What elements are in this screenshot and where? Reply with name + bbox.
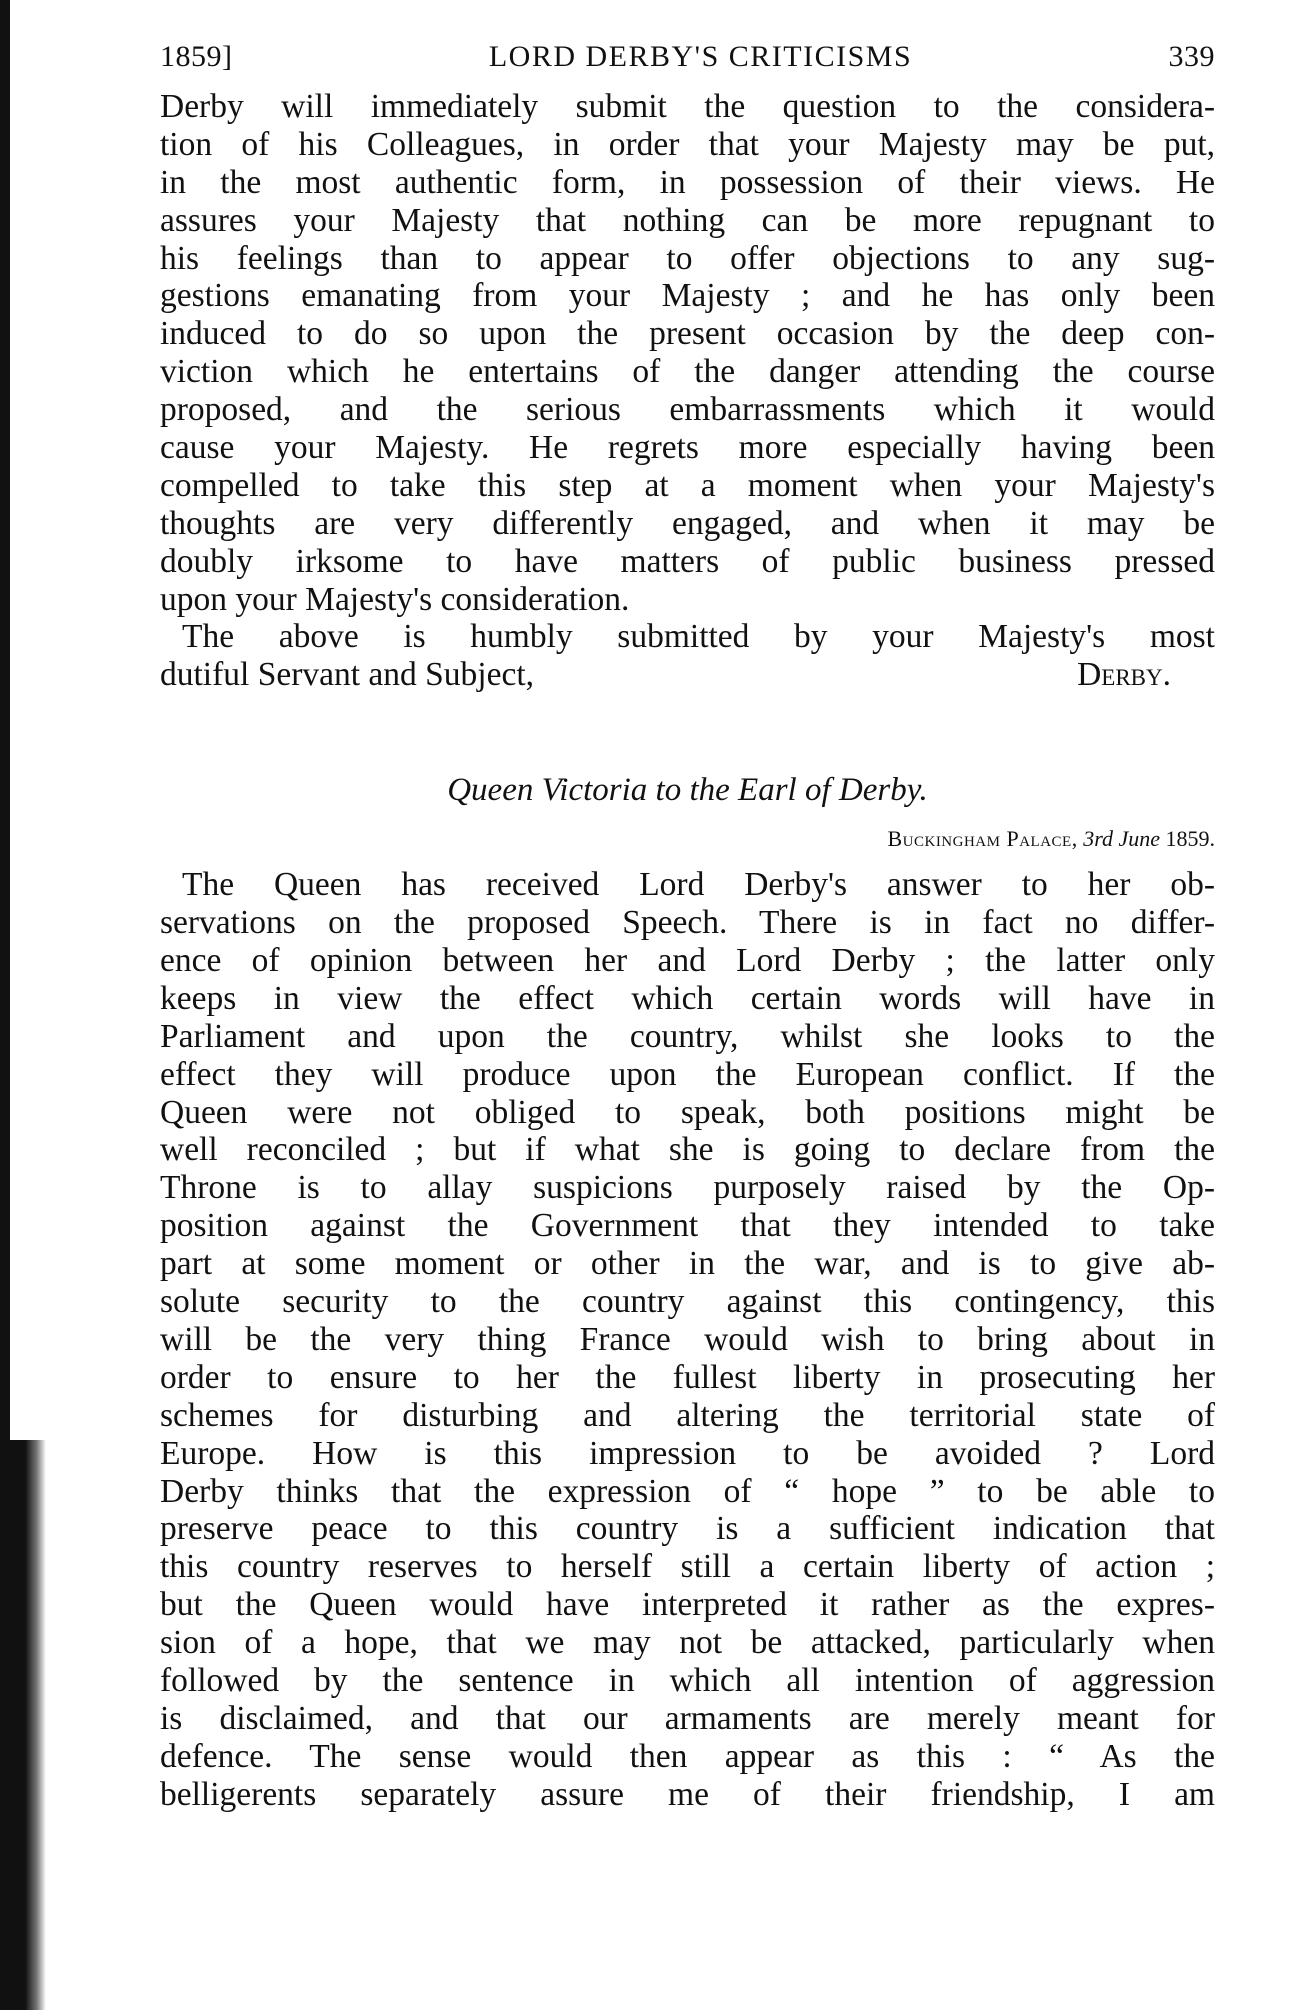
text-line: Throne is to allay suspicions purposely raised by the Op- <box>160 1169 1215 1207</box>
text-line: in the most authentic form, in possession of their views. He <box>160 163 1215 201</box>
closing-line: The above is humbly submitted by your Majesty's most <box>182 618 1215 656</box>
text-line: is disclaimed, and that our armaments are merely meant for <box>160 1699 1215 1737</box>
text-line: compelled to take this step at a moment when your Majesty's <box>160 466 1215 504</box>
text-line: Derby will immediately submit the question to the considera- <box>160 88 1215 125</box>
signature: Derby. <box>1077 656 1171 694</box>
text-line: cause your Majesty. He regrets more especially having been <box>160 429 1215 467</box>
signature-line <box>160 656 1215 694</box>
text-line: preserve peace to this country is a sufficient indication that <box>160 1510 1215 1548</box>
letter-heading: Queen Victoria to the Earl of Derby. <box>447 772 928 809</box>
text-line: position against the Government that they intended to take <box>160 1207 1215 1245</box>
text-line: keeps in view the effect which certain words will have in <box>160 979 1215 1017</box>
text-line: Derby thinks that the expression of “ hope ” to be able to <box>160 1472 1215 1510</box>
page-number: 339 <box>1168 40 1215 73</box>
dateline-place: Buckingham Palace, <box>887 826 1078 852</box>
text-line: well reconciled ; but if what she is going to declare from the <box>160 1131 1215 1169</box>
text-line: solute security to the country against this contingency, this <box>160 1283 1215 1321</box>
text-line: induced to do so upon the present occasion by the deep con- <box>160 315 1215 353</box>
text-line: Parliament and upon the country, whilst she looks to the <box>160 1017 1215 1055</box>
text-line: followed by the sentence in which all intention of aggression <box>160 1661 1215 1699</box>
text-line: sion of a hope, that we may not be attacked, particularly when <box>160 1624 1215 1662</box>
text-line: but the Queen would have interpreted it rather as the expres- <box>160 1586 1215 1624</box>
header-year: 1859] <box>160 40 233 73</box>
text-line: part at some moment or other in the war, and is to give ab- <box>160 1245 1215 1283</box>
book-gutter-shadow <box>0 1440 46 2010</box>
text-line: thoughts are very differently engaged, and when it may be <box>160 504 1215 542</box>
text-line: doubly irksome to have matters of public business pressed <box>160 542 1215 580</box>
book-page <box>160 40 1215 1814</box>
text-line: assures your Majesty that nothing can be more repugnant to <box>160 201 1215 239</box>
text-line: his feelings than to appear to offer objections to any sug- <box>160 239 1215 277</box>
letter-queen-body <box>160 866 1215 1813</box>
text-line: upon your Majesty's consideration. <box>160 580 630 618</box>
text-line: belligerents separately assure me of their friendship, I am <box>160 1775 1215 1813</box>
text-line: Queen were not obliged to speak, both positions might be <box>160 1093 1215 1131</box>
text-line: this country reserves to herself still a certain liberty of action ; <box>160 1548 1215 1586</box>
running-header <box>160 40 1215 78</box>
text-line: The Queen has received Lord Derby's answer to her ob- <box>182 866 1215 904</box>
dateline <box>160 826 1215 864</box>
dateline-year: 1859. <box>1165 826 1215 852</box>
text-line: defence. The sense would then appear as this : “ As the <box>160 1737 1215 1775</box>
text-line: ence of opinion between her and Lord Derby ; the latter only <box>160 942 1215 980</box>
text-line: Europe. How is this impression to be avoided ? Lord <box>160 1434 1215 1472</box>
letter-derby-body <box>160 88 1215 618</box>
text-line: proposed, and the serious embarrassments which it would <box>160 391 1215 429</box>
text-line: servations on the proposed Speech. There is in fact no differ- <box>160 904 1215 942</box>
closing-tail: dutiful Servant and Subject, <box>160 656 535 694</box>
text-line: gestions emanating from your Majesty ; and he has only been <box>160 277 1215 315</box>
text-line: effect they will produce upon the European conflict. If the <box>160 1055 1215 1093</box>
text-line: order to ensure to her the fullest liberty in prosecuting her <box>160 1358 1215 1396</box>
text-line: tion of his Colleagues, in order that your Majesty may be put, <box>160 125 1215 163</box>
dateline-date: 3rd June <box>1083 826 1160 852</box>
text-line: schemes for disturbing and altering the territorial state of <box>160 1396 1215 1434</box>
text-line: viction which he entertains of the danger attending the course <box>160 353 1215 391</box>
header-title: LORD DERBY'S CRITICISMS <box>488 40 913 73</box>
text-line: will be the very thing France would wish to bring about in <box>160 1320 1215 1358</box>
